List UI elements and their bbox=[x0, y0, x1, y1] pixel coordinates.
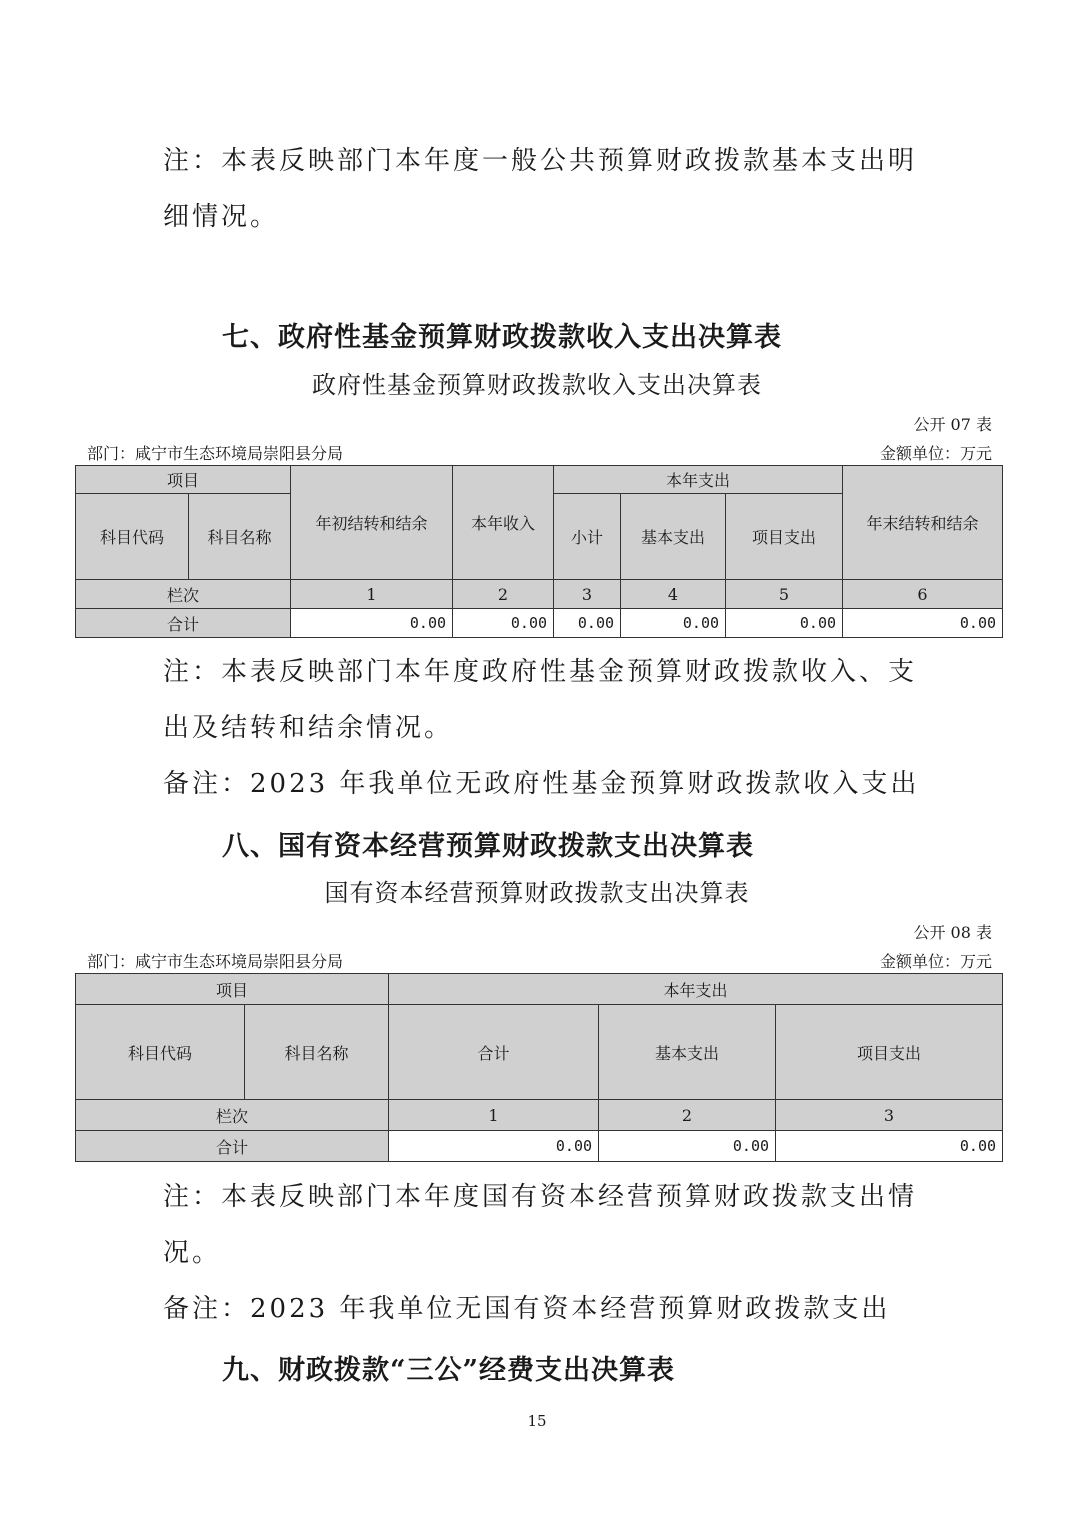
section8-note-line1: 注：本表反映部门本年度国有资本经营预算财政拨款支出情 bbox=[163, 1182, 918, 1212]
header-end-balance: 年末结转和结余 bbox=[843, 466, 1003, 580]
header-begin-balance: 年初结转和结余 bbox=[291, 466, 453, 580]
header-basic: 基本支出 bbox=[621, 494, 726, 580]
section7-note-line2: 出及结转和结余情况。 bbox=[163, 713, 454, 743]
header-name: 科目名称 bbox=[245, 1005, 389, 1100]
header-project: 项目支出 bbox=[726, 494, 843, 580]
column-number: 6 bbox=[843, 580, 1003, 609]
total-value: 0.00 bbox=[389, 1131, 599, 1162]
header-income: 本年收入 bbox=[453, 466, 554, 580]
total-value: 0.00 bbox=[453, 609, 554, 638]
section8-dept: 部门：咸宁市生态环境局崇阳县分局 bbox=[87, 952, 344, 971]
total-label: 合计 bbox=[76, 609, 291, 638]
column-number-row bbox=[76, 1100, 1003, 1131]
total-value: 0.00 bbox=[843, 609, 1003, 638]
total-row bbox=[76, 609, 1003, 638]
section8-table bbox=[75, 973, 1003, 1162]
header-item: 项目 bbox=[76, 466, 291, 494]
header-expense: 本年支出 bbox=[389, 974, 1003, 1005]
section8-remark: 备注：2023 年我单位无国有资本经营预算财政拨款支出 bbox=[163, 1294, 891, 1324]
column-number: 3 bbox=[776, 1100, 1003, 1131]
header-expense: 本年支出 bbox=[554, 466, 843, 494]
section7-table-title: 政府性基金预算财政拨款收入支出决算表 bbox=[312, 371, 762, 399]
section8-note-line2: 况。 bbox=[163, 1238, 222, 1268]
header-total: 合计 bbox=[389, 1005, 599, 1100]
section7-dept: 部门：咸宁市生态环境局崇阳县分局 bbox=[87, 444, 344, 463]
column-number: 1 bbox=[291, 580, 453, 609]
section7-remark: 备注：2023 年我单位无政府性基金预算财政拨款收入支出 bbox=[163, 769, 920, 799]
section7-heading: 七、政府性基金预算财政拨款收入支出决算表 bbox=[222, 322, 782, 353]
section8-heading: 八、国有资本经营预算财政拨款支出决算表 bbox=[222, 831, 754, 862]
page-number: 15 bbox=[527, 1412, 547, 1430]
column-number: 2 bbox=[599, 1100, 776, 1131]
header-basic: 基本支出 bbox=[599, 1005, 776, 1100]
header-subtotal: 小计 bbox=[554, 494, 621, 580]
total-value: 0.00 bbox=[726, 609, 843, 638]
total-label: 合计 bbox=[76, 1131, 389, 1162]
column-number: 3 bbox=[554, 580, 621, 609]
section8-table-code: 公开 08 表 bbox=[913, 923, 992, 942]
section9-heading: 九、财政拨款“三公”经费支出决算表 bbox=[222, 1355, 676, 1386]
section8-unit: 金额单位：万元 bbox=[879, 952, 992, 971]
intro-note-line1: 注：本表反映部门本年度一般公共预算财政拨款基本支出明 bbox=[163, 146, 918, 176]
section7-table bbox=[75, 465, 1003, 638]
header-name: 科目名称 bbox=[189, 494, 291, 580]
total-value: 0.00 bbox=[599, 1131, 776, 1162]
total-value: 0.00 bbox=[776, 1131, 1003, 1162]
total-row bbox=[76, 1131, 1003, 1162]
section7-table-code: 公开 07 表 bbox=[913, 415, 992, 434]
column-number: 2 bbox=[453, 580, 554, 609]
column-number: 1 bbox=[389, 1100, 599, 1131]
column-number: 5 bbox=[726, 580, 843, 609]
total-value: 0.00 bbox=[554, 609, 621, 638]
header-project: 项目支出 bbox=[776, 1005, 1003, 1100]
section7-note-line1: 注：本表反映部门本年度政府性基金预算财政拨款收入、支 bbox=[163, 657, 918, 687]
section7-unit: 金额单位：万元 bbox=[879, 444, 992, 463]
header-item: 项目 bbox=[76, 974, 389, 1005]
intro-note-line2: 细情况。 bbox=[163, 202, 280, 232]
section8-table-title: 国有资本经营预算财政拨款支出决算表 bbox=[324, 879, 750, 907]
total-value: 0.00 bbox=[291, 609, 453, 638]
header-code: 科目代码 bbox=[76, 1005, 245, 1100]
column-number-label: 栏次 bbox=[76, 580, 291, 609]
total-value: 0.00 bbox=[621, 609, 726, 638]
column-number-label: 栏次 bbox=[76, 1100, 389, 1131]
column-number-row bbox=[76, 580, 1003, 609]
header-code: 科目代码 bbox=[76, 494, 189, 580]
column-number: 4 bbox=[621, 580, 726, 609]
